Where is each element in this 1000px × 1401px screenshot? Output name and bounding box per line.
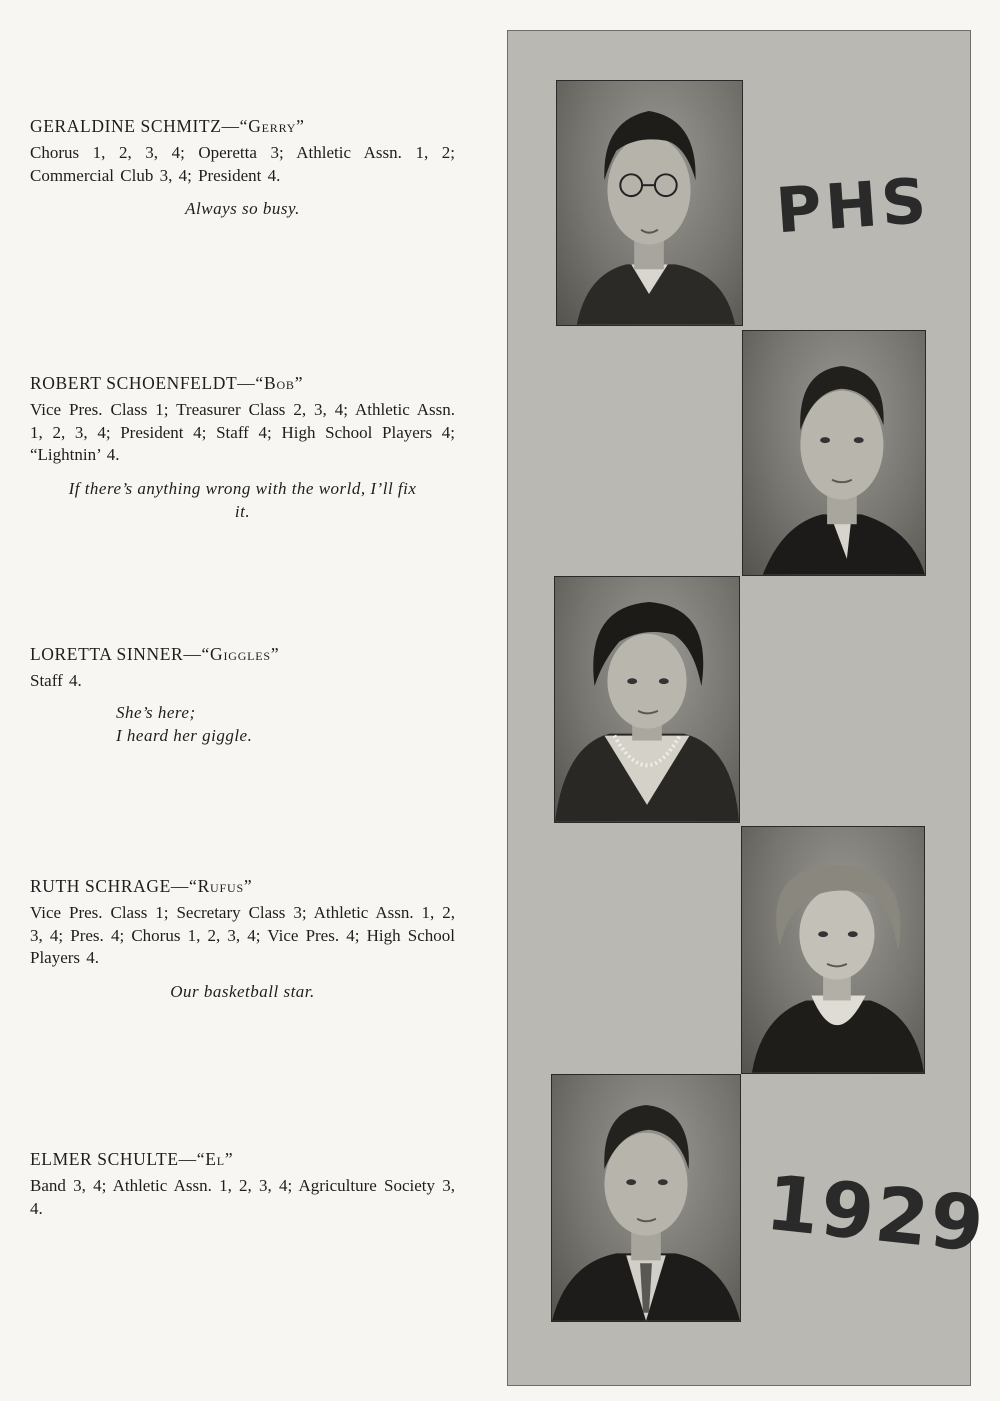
entry-robert-schoenfeldt bbox=[30, 371, 455, 523]
entry-geraldine-schmitz bbox=[30, 114, 455, 220]
girl-with-glasses-portrait bbox=[557, 81, 742, 325]
name-dash: — bbox=[178, 1149, 197, 1169]
curly-haired-girl-portrait bbox=[742, 827, 924, 1073]
name-text: RUTH SCHRAGE bbox=[30, 876, 171, 896]
activities: Vice Pres. Class 1; Secretary Class 3; Athletic Assn. 1, 2, 3, 4; Pres. 4; Chorus 1, 2, 3, 4; Vice Pres. 4; High School Players 4. bbox=[30, 903, 455, 967]
boy-portrait bbox=[743, 331, 925, 575]
activities: Chorus 1, 2, 3, 4; Operetta 3; Athletic Assn. 1, 2; Commercial Club 3, 4; President 4. bbox=[30, 143, 455, 185]
name-text: ROBERT SCHOENFELDT bbox=[30, 373, 238, 393]
name-text: GERALDINE SCHMITZ bbox=[30, 116, 222, 136]
quote: If there’s anything wrong with the world, I’ll fix it. bbox=[68, 478, 417, 521]
phs-script: PHS bbox=[773, 163, 933, 248]
nickname: “Bob” bbox=[255, 373, 304, 393]
entry-ruth-schrage bbox=[30, 874, 455, 1003]
name-dash: — bbox=[237, 373, 256, 393]
activities: Staff 4. bbox=[30, 671, 82, 690]
entry-elmer-schulte bbox=[30, 1147, 455, 1220]
name-dash: — bbox=[170, 876, 190, 896]
student-name bbox=[30, 874, 455, 898]
portrait-photo bbox=[742, 330, 926, 576]
quote-line: She’s here; bbox=[116, 702, 196, 722]
portrait-photo bbox=[551, 1074, 741, 1322]
student-name bbox=[30, 642, 455, 666]
nickname: “El” bbox=[196, 1149, 234, 1169]
nickname: “Giggles” bbox=[201, 644, 280, 664]
student-name bbox=[30, 114, 455, 138]
student-name bbox=[30, 371, 455, 395]
name-dash: — bbox=[183, 644, 202, 664]
portrait-photo bbox=[556, 80, 743, 326]
nickname: “Rufus” bbox=[189, 876, 253, 896]
girl-with-pearls-portrait bbox=[555, 577, 739, 822]
name-dash: — bbox=[221, 116, 240, 136]
activities: Vice Pres. Class 1; Treasurer Class 2, 3, 4; Athletic Assn. 1, 2, 3, 4; President 4; Staff 4; High School Players 4; “Lightnin’ 4. bbox=[30, 400, 455, 464]
year-1929-script: 1929 bbox=[761, 1157, 990, 1270]
quote bbox=[30, 701, 455, 747]
boy-in-tie-portrait bbox=[552, 1075, 740, 1321]
activities: Band 3, 4; Athletic Assn. 1, 2, 3, 4; Agriculture Society 3, 4. bbox=[30, 1176, 455, 1218]
quote: Always so busy. bbox=[185, 199, 300, 218]
photo-panel bbox=[507, 30, 990, 1386]
portrait-photo bbox=[741, 826, 925, 1074]
name-text: ELMER SCHULTE bbox=[30, 1149, 179, 1169]
quote: Our basketball star. bbox=[170, 981, 315, 1001]
name-text: LORETTA SINNER bbox=[30, 644, 184, 664]
entry-loretta-sinner bbox=[30, 642, 455, 747]
quote-line: I heard her giggle. bbox=[116, 725, 253, 745]
portrait-photo bbox=[554, 576, 740, 823]
student-name bbox=[30, 1147, 455, 1171]
nickname: “Gerry” bbox=[239, 116, 305, 136]
